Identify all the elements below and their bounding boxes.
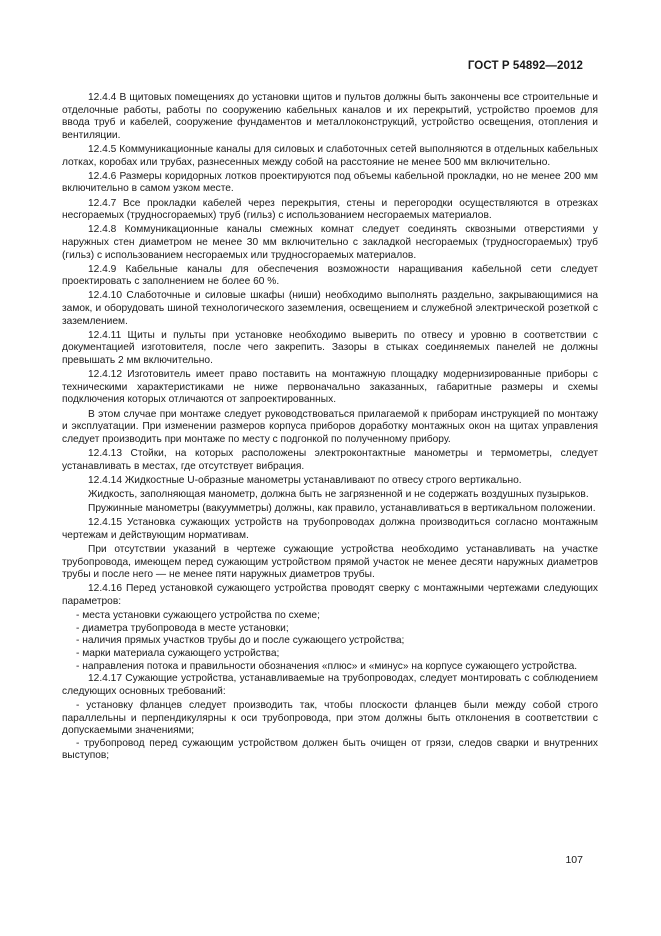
paragraph-12-4-9: 12.4.9 Кабельные каналы для обеспечения возможности наращивания кабельной сети следует проектировать с заполнением не более 60 %. <box>62 263 598 288</box>
paragraph-12-4-6: 12.4.6 Размеры коридорных лотков проектируются под объемы кабельной прокладки, но не менее 200 мм включительно в самом узком месте. <box>62 170 598 195</box>
list-item: - марки материала сужающего устройства; <box>76 648 280 660</box>
paragraph-12-4-15-cont: При отсутствии указаний в чертеже сужающие устройства необходимо устанавливать на участке трубопровода, имеющем перед сужающим устройством прямой участок не менее десяти наружных диаметров трубы и после него — не менее пяти наружных диаметров трубы. <box>62 544 598 581</box>
document-header: ГОСТ Р 54892—2012 <box>467 60 583 72</box>
list-item: - установку фланцев следует производить так, чтобы плоскости фланцев были между собой строго параллельны и перпендикулярны к оси трубопровода, при этом должны быть отклонения в соответствии с допускаемыми значениями; <box>62 700 598 737</box>
list-item: - трубопровод перед сужающим устройством должен быть очищен от грязи, следов сварки и внутренних выступов; <box>62 737 598 762</box>
page-body <box>62 92 598 763</box>
list-item: - наличия прямых участков трубы до и после сужающего устройства; <box>76 635 405 647</box>
paragraph-12-4-4: 12.4.4 В щитовых помещениях до установки щитов и пультов должны быть закончены все строительные и отделочные работы, работы по сооружению кабельных каналов и их перекрытий, устройство проемов для ввода труб и кабелей, сооружение фундаментов и металлоконструкций, устройство освещения, отопления и вентиляции. <box>62 92 598 141</box>
paragraph-12-4-7: 12.4.7 Все прокладки кабелей через перекрытия, стены и перегородки осуществляются в отрезках несгораемых (трудносгораемых) труб (гильз) с использованием несгораемых материалов. <box>62 197 598 222</box>
page-number: 107 <box>565 854 583 866</box>
list-item: - направления потока и правильности обозначения «плюс» и «минус» на корпусе сужающего устройства. <box>76 660 578 672</box>
paragraph-12-4-13: 12.4.13 Стойки, на которых расположены электроконтактные манометры и термометры, следует устанавливать в местах, где отсутствует вибрация. <box>62 447 598 472</box>
list-item: - диаметра трубопровода в месте установки; <box>76 622 289 634</box>
paragraph-12-4-14-spring: Пружинные манометры (вакуумметры) должны, как правило, устанавливаться в вертикальном положении. <box>88 503 596 515</box>
paragraph-12-4-15: 12.4.15 Установка сужающих устройств на трубопроводах должна производиться согласно монтажным чертежам и действующим нормативам. <box>62 517 598 541</box>
paragraph-12-4-12: 12.4.12 Изготовитель имеет право поставить на монтажную площадку модернизированные приборы с техническими характеристиками не ниже первоначально заказанных, габаритные размеры и схемы подключения которых отличаются от запроектированных. <box>62 369 598 406</box>
paragraph-12-4-17: 12.4.17 Сужающие устройства, устанавливаемые на трубопроводах, следует монтировать с соблюдением следующих основных требований: <box>62 673 598 697</box>
paragraph-12-4-12-cont: В этом случае при монтаже следует руководствоваться прилагаемой к приборам инструкцией по монтажу и эксплуатации. При изменении размеров корпуса приборов доработку монтажных окон на щитах управления следует производить при монтаже по месту с подгонкой по полученному прибору. <box>62 408 598 445</box>
paragraph-12-4-8: 12.4.8 Коммуникационные каналы смежных комнат следует соединять сквозными отверстиями у наружных стен диаметром не менее 30 мм включительно с закладкой несгораемых (трудносгораемых) труб (гильз) с использованием несгораемых или трудносгораемых материалов. <box>62 224 598 261</box>
list-item: - места установки сужающего устройства по схеме; <box>76 610 320 622</box>
paragraph-12-4-10: 12.4.10 Слаботочные и силовые шкафы (ниши) необходимо выполнять раздельно, закрывающимися на замок, и оборудовать шиной технологического заземления, освещением и служебной электрической розеткой с заземлением. <box>62 290 598 327</box>
paragraph-12-4-11: 12.4.11 Щиты и пульты при установке необходимо выверить по отвесу и уровню в соответствии с документацией изготовителя, после чего закрепить. Зазоры в стыках соединяемых панелей не должны превышать 2 мм включительно. <box>62 329 598 367</box>
paragraph-12-4-14: 12.4.14 Жидкостные U-образные манометры устанавливают по отвесу строго вертикально. <box>88 474 522 486</box>
paragraph-12-4-16: 12.4.16 Перед установкой сужающего устройства проводят сверку с монтажными чертежами следующих параметров: <box>62 583 598 608</box>
paragraph-12-4-14-liquid: Жидкость, заполняющая манометр, должна быть не загрязненной и не содержать воздушных пузырьков. <box>88 488 589 500</box>
paragraph-12-4-5: 12.4.5 Коммуникационные каналы для силовых и слаботочных сетей выполняются в отдельных кабельных лотках, коробах или трубах, разнесенных между собой на расстояние не менее 500 мм включительно. <box>62 143 598 168</box>
